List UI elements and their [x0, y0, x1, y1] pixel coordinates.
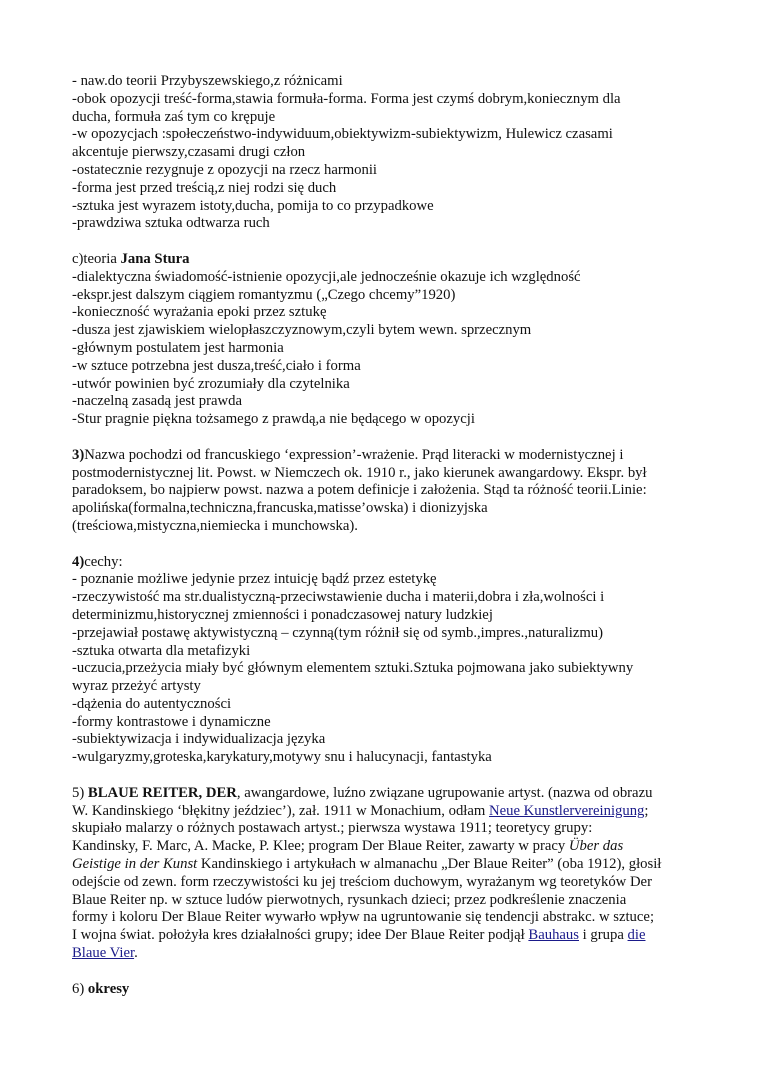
list-item: -obok opozycji treść-forma,stawia formuła-forma. Forma jest czymś dobrym,koniecznym dla	[72, 90, 621, 107]
section-3-line: paradoksem, bo najpierw powst. nazwa a potem definicje i założenia. Stąd ta różność teorii.Linie:	[72, 482, 647, 499]
list-item: -dążenia do autentyczności	[72, 695, 232, 712]
book-title-italic: Über das	[568, 838, 624, 855]
list-item: -subiektywizacja i indywidualizacja języka	[72, 731, 326, 748]
paragraph-gap	[72, 536, 692, 554]
section-5-line: formy i koloru Der Blaue Reiter wywarło wpływ na ugruntowanie się tendencji abstrakc. w sztuce;	[72, 909, 655, 926]
paragraph-gap	[72, 767, 692, 785]
list-item: -dialektyczna świadomość-istnienie opozycji,ale jednocześnie okazuje ich względność	[72, 268, 581, 285]
section-6-heading	[72, 981, 692, 999]
section-5-line	[72, 927, 692, 945]
section-4-heading	[72, 554, 692, 572]
list-item: -formy kontrastowe i dynamiczne	[72, 713, 271, 730]
section-5-line: skupiało malarzy o różnych postawach artyst.; pierwsza wystawa 1911; teoretycy grupy:	[72, 820, 593, 837]
paragraph-gap	[72, 429, 692, 447]
link-neue-kunstlervereinigung[interactable]: Neue Kunstlervereinigung	[489, 802, 645, 819]
section-6-number: 6)	[72, 980, 88, 997]
section-5-text: i grupa	[579, 927, 628, 944]
list-item: -Stur pragnie piękna tożsamego z prawdą,a nie będącego w opozycji	[72, 411, 475, 428]
section-4-heading-text: cechy:	[84, 553, 123, 570]
list-item: -forma jest przed treścią,z niej rodzi się duch	[72, 179, 337, 196]
section-3-line: apolińska(formalna,techniczna,francuska,matisse’owska) i dionizyjska	[72, 500, 488, 517]
section-3-line	[72, 447, 692, 465]
section-5-text: ;	[644, 802, 649, 819]
section-b-list	[72, 73, 692, 233]
list-item: -dusza jest zjawiskiem wielopłaszczyznowym,czyli bytem wewn. sprzecznym	[72, 322, 532, 339]
section-3	[72, 447, 692, 536]
paragraph-gap	[72, 963, 692, 981]
link-die-blaue-vier[interactable]: die	[627, 927, 646, 944]
list-item: -głównym postulatem jest harmonia	[72, 339, 284, 356]
section-5-line	[72, 803, 692, 821]
section-3-line: postmodernistycznej lit. Powst. w Niemczech ok. 1910 r., jako kierunek awangardowy. Ekspr. był	[72, 464, 647, 481]
section-3-number: 3)	[72, 446, 85, 463]
section-5-title: BLAUE REITER, DER	[87, 784, 237, 801]
section-5-text: W. Kandinskiego ‘błękitny jeździec’), zał. 1911 w Monachium, odłam	[72, 802, 489, 819]
paragraph-gap	[72, 233, 692, 251]
section-5-text: .	[134, 945, 138, 962]
section-c-heading-prefix: c)teoria	[72, 250, 121, 267]
section-3-text: Nazwa pochodzi od francuskiego ‘expression’-wrażenie. Prąd literacki w modernistycznej i	[84, 446, 624, 463]
section-5-text: I wojna świat. położyła kres działalności grupy; idee Der Blaue Reiter podjął	[72, 927, 529, 944]
list-item: - naw.do teorii Przybyszewskiego,z różnicami	[72, 73, 343, 89]
list-item: -w opozycjach :społeczeństwo-indywiduum,obiektywizm-subiektywizm, Hulewicz czasami	[72, 126, 613, 143]
section-5-text: , awangardowe, luźno związane ugrupowanie artyst. (nazwa od obrazu	[236, 784, 653, 801]
list-item: -naczelną zasadą jest prawda	[72, 393, 243, 410]
link-die-blaue-vier-cont[interactable]: Blaue Vier	[72, 945, 135, 962]
section-5-text: Kandinsky, F. Marc, A. Macke, P. Klee; program Der Blaue Reiter, zawarty w pracy	[72, 838, 569, 855]
list-item: -w sztuce potrzebna jest dusza,treść,ciało i forma	[72, 357, 361, 374]
list-item: - poznanie możliwe jedynie przez intuicję bądź przez estetykę	[72, 571, 437, 588]
section-5-line: odejście od zewn. form rzeczywistości ku jej treściom duchowym, wyrażanym wg teoretyków Der	[72, 873, 652, 890]
section-3-line: (treściowa,mistyczna,niemiecka i munchowska).	[72, 517, 358, 534]
section-4-number: 4)	[72, 553, 85, 570]
list-item: akcentuje pierwszy,czasami drugi człon	[72, 144, 306, 161]
list-item: -sztuka otwarta dla metafizyki	[72, 642, 251, 659]
section-c	[72, 251, 692, 429]
list-item: -sztuka jest wyrazem istoty,ducha, pomija to co przypadkowe	[72, 197, 434, 214]
list-item: -ekspr.jest dalszym ciągiem romantyzmu („Czego chcemy”1920)	[72, 286, 456, 303]
section-5-line	[72, 785, 692, 803]
list-item: -prawdziwa sztuka odtwarza ruch	[72, 215, 270, 232]
list-item: determinizmu,historycznej zmienności i ponadczasowej natury ludzkiej	[72, 606, 493, 623]
list-item: -utwór powinien być zrozumiały dla czytelnika	[72, 375, 350, 392]
list-item: ducha, formuła zaś tym co krępuje	[72, 108, 276, 125]
section-6	[72, 981, 692, 999]
section-5-line: Blaue Reiter np. w sztuce ludów pierwotnych, rysunkach dzieci; przez podkreślenie znaczenia	[72, 891, 627, 908]
section-5-text: Kandinskiego i artykułach w almanachu „Der Blaue Reiter” (oba 1912), głosił	[197, 856, 662, 873]
section-5-line	[72, 838, 692, 856]
section-c-heading-name: Jana Stura	[120, 250, 190, 267]
section-5	[72, 785, 692, 963]
list-item: -rzeczywistość ma str.dualistyczną-przeciwstawienie ducha i materii,dobra i zła,wolności i	[72, 589, 605, 606]
section-4	[72, 554, 692, 768]
book-title-italic: Geistige in der Kunst	[72, 856, 198, 873]
section-5-line	[72, 856, 692, 874]
list-item: wyraz przeżyć artysty	[72, 678, 201, 695]
section-6-title: okresy	[87, 980, 130, 997]
section-5-line	[72, 945, 692, 963]
list-item: -konieczność wyrażania epoki przez sztukę	[72, 304, 327, 321]
list-item: -ostatecznie rezygnuje z opozycji na rzecz harmonii	[72, 161, 378, 178]
document-page	[72, 73, 692, 998]
section-5-number: 5)	[72, 784, 88, 801]
section-c-heading	[72, 251, 692, 269]
list-item: -wulgaryzmy,groteska,karykatury,motywy snu i halucynacji, fantastyka	[72, 749, 492, 766]
link-bauhaus[interactable]: Bauhaus	[528, 927, 579, 944]
list-item: -przejawiał postawę aktywistyczną – czynną(tym różnił się od symb.,impres.,naturalizmu)	[72, 624, 604, 641]
list-item: -uczucia,przeżycia miały być głównym elementem sztuki.Sztuka pojmowana jako subiektywny	[72, 660, 634, 677]
